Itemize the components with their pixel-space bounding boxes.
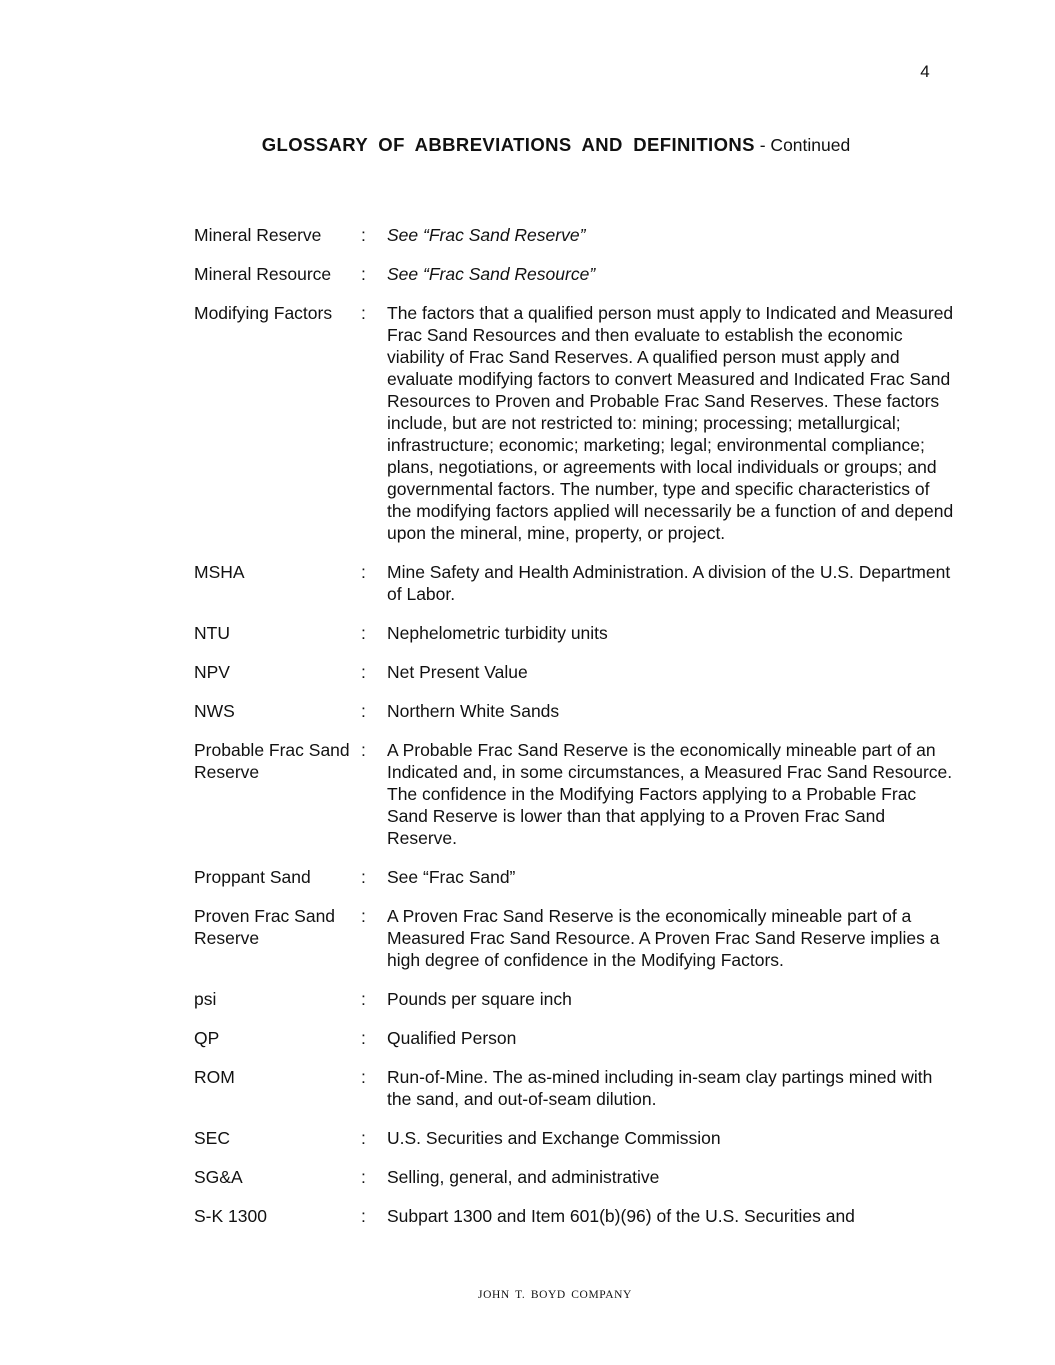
glossary-term: ROM (194, 1067, 235, 1087)
glossary-definition: See “Frac Sand Resource” (387, 264, 596, 284)
page-title (0, 134, 1055, 156)
glossary-entry (194, 263, 954, 285)
glossary-entry (194, 224, 954, 246)
glossary-term: Mineral Reserve (194, 225, 322, 245)
glossary-entry (194, 700, 954, 722)
glossary-term: NPV (194, 662, 230, 682)
glossary-term: S-K 1300 (194, 1206, 267, 1226)
glossary-term: NTU (194, 623, 230, 643)
glossary-list (194, 224, 954, 1244)
glossary-term: Mineral Resource (194, 264, 332, 284)
glossary-definition: Mine Safety and Health Administration. A division of the U.S. Department of Labor. (387, 562, 951, 604)
glossary-entry (194, 1066, 954, 1110)
title-main: GLOSSARY OF ABBREVIATIONS AND DEFINITIONS (261, 134, 755, 155)
title-suffix: - Continued (754, 135, 851, 155)
glossary-entry (194, 302, 954, 544)
glossary-entry (194, 661, 954, 683)
footer-company: JOHN T. BOYD COMPANY (478, 1289, 632, 1301)
glossary-term: Proven Frac Sand Reserve (194, 906, 336, 948)
glossary-entry (194, 1166, 954, 1188)
glossary-separator: : (361, 562, 366, 582)
glossary-term: QP (194, 1028, 220, 1048)
glossary-entry (194, 1027, 954, 1049)
glossary-definition: Subpart 1300 and Item 601(b)(96) of the U.S. Securities and (387, 1206, 855, 1226)
glossary-entry (194, 905, 954, 971)
glossary-separator: : (361, 1206, 366, 1226)
glossary-entry (194, 561, 954, 605)
glossary-definition: Run-of-Mine. The as-mined including in-seam clay partings mined with the sand, and out-of-seam dilution. (387, 1067, 933, 1109)
glossary-definition: Net Present Value (387, 662, 528, 682)
glossary-term: Proppant Sand (194, 867, 311, 887)
glossary-separator: : (361, 662, 366, 682)
glossary-definition: Selling, general, and administrative (387, 1167, 660, 1187)
glossary-entry (194, 622, 954, 644)
glossary-separator: : (361, 225, 366, 245)
glossary-separator: : (361, 1128, 366, 1148)
glossary-term: NWS (194, 701, 235, 721)
glossary-term: psi (194, 989, 217, 1009)
glossary-entry (194, 866, 954, 888)
glossary-term: Probable Frac Sand Reserve (194, 740, 350, 782)
glossary-separator: : (361, 989, 366, 1009)
glossary-definition: Pounds per square inch (387, 989, 572, 1009)
glossary-entry (194, 988, 954, 1010)
glossary-term: SEC (194, 1128, 230, 1148)
glossary-separator: : (361, 1067, 366, 1087)
glossary-definition: A Probable Frac Sand Reserve is the economically mineable part of an Indicated and, in some circumstances, a Measured Frac Sand Resource. The confidence in the Modifying Factors applying to a Probable Frac Sand Reserve is lower than that applying to a Proven Frac Sand Reserve. (387, 740, 953, 848)
glossary-definition: See “Frac Sand Reserve” (387, 225, 586, 245)
glossary-entry (194, 1127, 954, 1149)
glossary-term: Modifying Factors (194, 303, 333, 323)
glossary-definition: Nephelometric turbidity units (387, 623, 608, 643)
glossary-separator: : (361, 1167, 366, 1187)
glossary-separator: : (361, 867, 366, 887)
glossary-term: MSHA (194, 562, 245, 582)
glossary-separator: : (361, 303, 366, 323)
glossary-definition: Northern White Sands (387, 701, 560, 721)
page-number: 4 (920, 62, 930, 81)
glossary-entry (194, 739, 954, 849)
glossary-separator: : (361, 623, 366, 643)
glossary-separator: : (361, 740, 366, 760)
glossary-entry (194, 1205, 954, 1227)
glossary-definition: See “Frac Sand” (387, 867, 516, 887)
glossary-definition: A Proven Frac Sand Reserve is the economically mineable part of a Measured Frac Sand Resource. A Proven Frac Sand Reserve implies a high degree of confidence in the Modifying Factors. (387, 906, 940, 970)
glossary-definition: The factors that a qualified person must apply to Indicated and Measured Frac Sand Resources and then evaluate to establish the economic viability of Frac Sand Reserves. A qualified person must apply and evaluate modifying factors to convert Measured and Indicated Frac Sand Resources to Proven and Probable Frac Sand Reserves. These factors include, but are not restricted to: mining; processing; metallurgical; infrastructure; economic; marketing; legal; environmental compliance; plans, negotiations, or agreements with local individuals or groups; and governmental factors. The number, type and specific characteristics of the modifying factors applied will necessarily be a function of and depend upon the mineral, mine, property, or project. (387, 303, 954, 543)
glossary-term: SG&A (194, 1167, 243, 1187)
glossary-definition: U.S. Securities and Exchange Commission (387, 1128, 721, 1148)
glossary-separator: : (361, 264, 366, 284)
glossary-definition: Qualified Person (387, 1028, 517, 1048)
glossary-separator: : (361, 1028, 366, 1048)
glossary-separator: : (361, 906, 366, 926)
glossary-separator: : (361, 701, 366, 721)
